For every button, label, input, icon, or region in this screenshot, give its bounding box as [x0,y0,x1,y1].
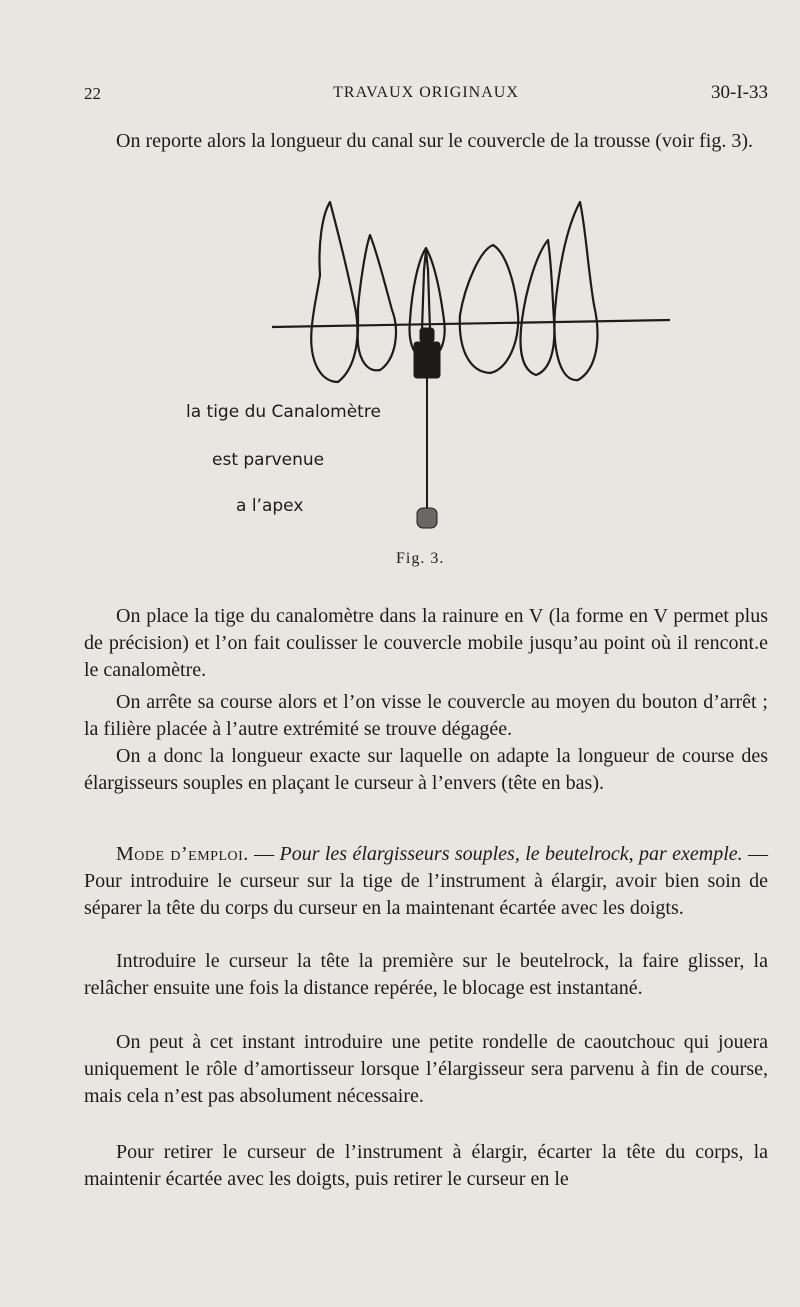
canalometer-handle-top [420,328,434,342]
paragraph-5-text: — Pour introduire le curseur sur la tige de l’instrument à élargir, avoir bien soin de séparer la tête du corps du curseur en la maintenant écartée avec les doigts. [84,843,769,919]
section-heading: Mode d’emploi. [116,843,249,865]
paragraph-6: Introduire le curseur la tête la première sur le beutelrock, la faire glisser, la relâcher ensuite une fois la distance repérée, le blocage est instantané. [84,950,768,999]
italic-subheading: Pour les élargisseurs souples, le beutelrock, par exemple. [279,843,743,865]
running-head: TRAVAUX ORIGINAUX [333,84,519,101]
figure-3-teeth-diagram [160,190,680,580]
figure-label-line-2: est parvenue [212,450,325,470]
paragraph-4: On a donc la longueur exacte sur laquelle on adapte la longueur de course des élargisseurs souples en plaçant le curseur à l’envers (tête en bas). [84,745,768,794]
page-header [84,80,768,110]
tooth-premolar-left [358,235,396,370]
figure-caption: Fig. 3. [396,550,445,567]
canalometer-tip [417,508,437,528]
canalometer-handle [414,342,440,378]
paragraph-mode-emploi [84,841,768,922]
figure-label-line-1: la tige du Canalomètre [186,402,381,422]
paragraph-3: On arrête sa course alors et l’on visse le couvercle au moyen du bouton d’arrêt ; la filière placée à l’autre extrémité se trouve dégagée. [84,691,768,740]
figure-label-line-3: a l’apex [236,496,304,516]
page-number: 22 [84,84,101,103]
tooth-canine-left [311,202,357,382]
tooth-premolar-right-2 [521,240,555,375]
tooth-premolar-right-1 [460,245,518,373]
canalometer-instrument [414,328,440,528]
heading-dash: — [248,843,280,865]
issue-date: 30-I-33 [711,82,768,103]
paragraph-8: Pour retirer le curseur de l’instrument à élargir, écarter la tête du corps, la maintenir écartée avec les doigts, puis retirer le curseur en le [84,1141,768,1190]
root-canal [422,250,430,330]
gum-line [272,320,670,327]
paragraph-7: On peut à cet instant introduire une petite rondelle de caoutchouc qui jouera uniquement le rôle d’amortisseur lorsque l’élargisseur sera parvenu à fin de course, mais cela n’est pas absolument nécessaire. [84,1031,768,1107]
paragraph-1: On reporte alors la longueur du canal sur le couvercle de la trousse (voir fig. 3). [116,130,753,152]
paragraph-2: On place la tige du canalomètre dans la rainure en V (la forme en V permet plus de précision) et l’on fait coulisser le couvercle mobile jusqu’au point où il rencont.e le canalomètre. [84,605,768,681]
tooth-canine-right [554,202,597,380]
